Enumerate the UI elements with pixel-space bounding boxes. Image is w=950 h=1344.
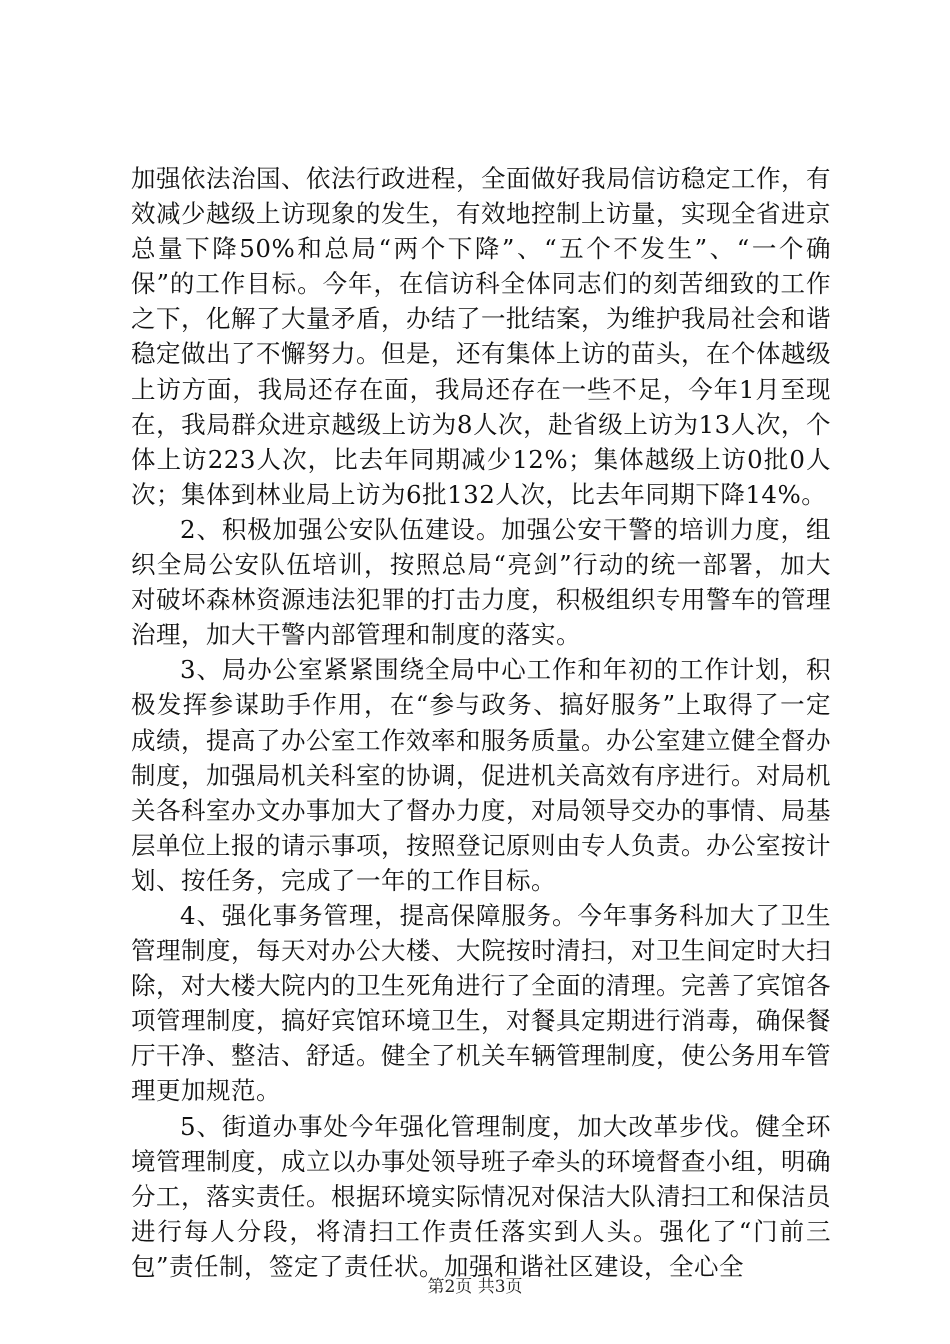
paragraph-3: 3、局办公室紧紧围绕全局中心工作和年初的工作计划，积极发挥参谋助手作用，在“参与政务、搞好服务”上取得了一定成绩，提高了办公室工作效率和服务质量。办公室建立健全督办制度，加强局机关科室的协调，促进机关高效有序进行。对局机关各科室办文办事加大了督办力度，对局领导交办的事情、局基层单位上报的请示事项，按照登记原则由专人负责。办公室按计划、按任务，完成了一年的工作目标。	[131, 655, 831, 895]
paragraph-1: 加强依法治国、依法行政进程，全面做好我局信访稳定工作，有效减少越级上访现象的发生，有效地控制上访量，实现全省进京总量下降50%和总局“两个下降”、“五个不发生”、“一个确保”的工作目标。今年，在信访科全体同志们的刻苦细致的工作之下，化解了大量矛盾，办结了一批结案，为维护我局社会和谐稳定做出了不懈努力。但是，还有集体上访的苗头，在个体越级上访方面，我局还存在面，我局还存在一些不足，今年1月至现在，我局群众进京越级上访为8人次，赴省级上访为13人次，个体上访223人次，比去年同期减少12%；集体越级上访0批0人次；集体到林业局上访为6批132人次，比去年同期下降14%。	[131, 164, 831, 509]
document-body	[131, 161, 831, 1284]
page-number-footer: 第2页 共3页	[427, 1277, 523, 1297]
paragraph-2: 2、积极加强公安队伍建设。加强公安干警的培训力度，组织全局公安队伍培训，按照总局“亮剑”行动的统一部署，加大对破坏森林资源违法犯罪的打击力度，积极组织专用警车的管理治理，加大干警内部管理和制度的落实。	[131, 514, 831, 650]
paragraph-4: 4、强化事务管理，提高保障服务。今年事务科加大了卫生管理制度，每天对办公大楼、大院按时清扫，对卫生间定时大扫除，对大楼大院内的卫生死角进行了全面的清理。完善了宾馆各项管理制度，搞好宾馆环境卫生，对餐具定期进行消毒，确保餐厅干净、整洁、舒适。健全了机关车辆管理制度，使公务用车管理更加规范。	[131, 900, 831, 1106]
paragraph-5: 5、街道办事处今年强化管理制度，加大改革步伐。健全环境管理制度，成立以办事处领导班子牵头的环境督查小组，明确分工，落实责任。根据环境实际情况对保洁大队清扫工和保洁员进行每人分段，将清扫工作责任落实到人头。强化了“门前三包”责任制，签定了责任状。加强和谐社区建设，全心全	[131, 1111, 831, 1281]
